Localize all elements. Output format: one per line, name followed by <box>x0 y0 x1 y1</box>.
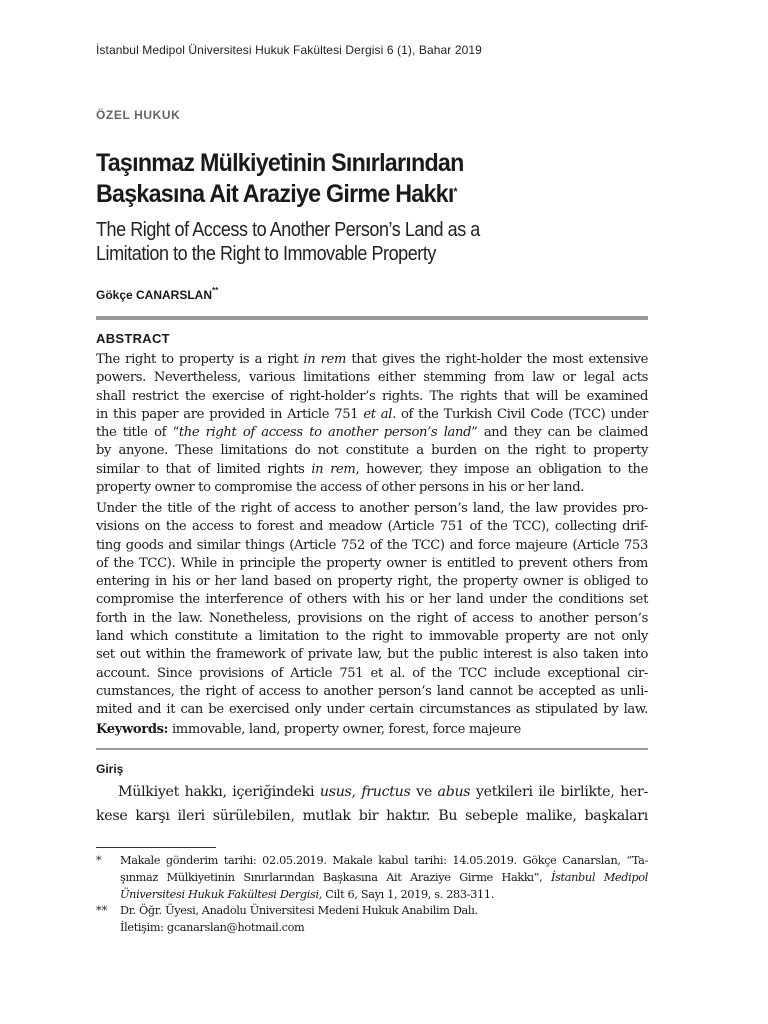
section-label: ÖZEL HUKUK <box>96 108 181 122</box>
abstract-paragraph-2 <box>96 500 648 720</box>
text-line: The right to property is a right in rem that gives the right-holder the most extensive <box>96 352 648 367</box>
abstract-heading: ABSTRACT <box>96 331 170 346</box>
abstract-top-rule <box>96 316 648 320</box>
footnote-mark: * <box>96 854 102 867</box>
text-line: by anyone. These limitations do not constitute a burden on the right to property <box>96 443 648 459</box>
text-line: ting goods and similar things (Article 752 of the TCC) and force majeure (Article 753 <box>96 537 648 553</box>
text-line: compromise the interference of others with his or her land under the conditions set <box>96 592 648 608</box>
text-line: in this paper are provided in Article 751 et al. of the Turkish Civil Code (TCC) under <box>96 406 648 422</box>
article-title-turkish <box>96 148 617 210</box>
footnote-body <box>120 902 648 936</box>
footnote-mark: ** <box>96 904 108 917</box>
text-line: the title of “the right of access to another person’s land” and they can be claimed <box>96 425 648 441</box>
text-line: mited and it can be exercised only under certain circumstances as stipulated by law. <box>96 702 648 718</box>
title-line <box>96 179 617 210</box>
footnote-line: Üniversitesi Hukuk Fakültesi Dergisi, Cilt 6, Sayı 1, 2019, s. 283-311. <box>120 888 494 901</box>
footnote-line: Makale gönderim tarihi: 02.05.2019. Makale kabul tarihi: 14.05.2019. Gökçe Canarslan, “Ta- <box>120 854 648 867</box>
journal-header: İstanbul Medipol Üniversitesi Hukuk Fakültesi Dergisi 6 (1), Bahar 2019 <box>96 43 482 57</box>
text-line: kese karşı ileri sürülebilen, mutlak bir haktır. Bu sebeple malike, başkaları <box>96 808 648 824</box>
footnote-ref-mark[interactable]: ** <box>212 286 219 295</box>
keywords-text: immovable, land, property owner, forest, force majeure <box>168 722 521 737</box>
text-line: set out within the framework of private law, but the public interest is also taken into <box>96 647 648 663</box>
giris-paragraph <box>96 780 648 828</box>
author-name <box>96 288 218 302</box>
text-line: Under the title of the right of access to another person’s land, the law provides pro- <box>96 501 648 516</box>
section-heading-giris: Giriş <box>96 762 124 776</box>
abstract-bottom-rule <box>96 748 648 750</box>
title-line: Taşınmaz Mülkiyetinin Sınırlarından <box>96 149 464 177</box>
text-line: visions on the access to forest and meadow (Article 751 of the TCC), collecting drif- <box>96 519 648 535</box>
text-line: of the TCC). While in principle the property owner is entitled to prevent others from <box>96 555 648 571</box>
article-title-english <box>96 218 600 266</box>
abstract-paragraph-1 <box>96 351 648 497</box>
footnote-line: Dr. Öğr. Üyesi, Anadolu Üniversitesi Medeni Hukuk Anabilim Dalı. <box>120 904 478 917</box>
footnote-line: şınmaz Mülkiyetinin Sınırlarından Başkasına Ait Araziye Girme Hakkı”, İstanbul Medipol <box>120 871 648 884</box>
text-line: cumstances, the right of access to another person’s land cannot be accepted as unli- <box>96 683 648 699</box>
text-line: account. Since provisions of Article 751 et al. of the TCC include exceptional cir- <box>96 665 648 681</box>
text-line: property owner to compromise the access of other persons in his or her land. <box>96 480 585 496</box>
keywords <box>96 721 521 739</box>
title-text: Başkasına Ait Araziye Girme Hakkı <box>96 180 454 208</box>
text-line: land which constitute a limitation to the right to immovable property are not only <box>96 629 648 645</box>
text-line: powers. Nevertheless, various limitations either stemming from law or legal acts <box>96 370 648 386</box>
footnote-separator <box>96 847 216 848</box>
text-line: shall restrict the exercise of right-holder’s rights. The rights that will be examined <box>96 388 648 404</box>
author-text: Gökçe CANARSLAN <box>96 288 213 302</box>
footnote-ref-mark[interactable]: * <box>453 186 457 198</box>
title-line: Limitation to the Right to Immovable Property <box>96 243 436 265</box>
text-line: forth in the law. Nonetheless, provisions on the right of access to another person’s <box>96 610 648 626</box>
title-line: The Right of Access to Another Person’s Land as a <box>96 219 480 241</box>
text-line: Mülkiyet hakkı, içeriğindeki usus, fructus ve abus yetkileri ile birlikte, her- <box>118 784 648 800</box>
text-line: similar to that of limited rights in rem, however, they impose an obligation to the <box>96 461 649 477</box>
footnote-email-line[interactable]: İletişim: gcanarslan@hotmail.com <box>120 921 305 934</box>
footnote-body <box>120 852 648 903</box>
keywords-label: Keywords: <box>96 722 169 737</box>
text-line: entering in his or her land based on property right, the property owner is obliged to <box>96 574 648 590</box>
